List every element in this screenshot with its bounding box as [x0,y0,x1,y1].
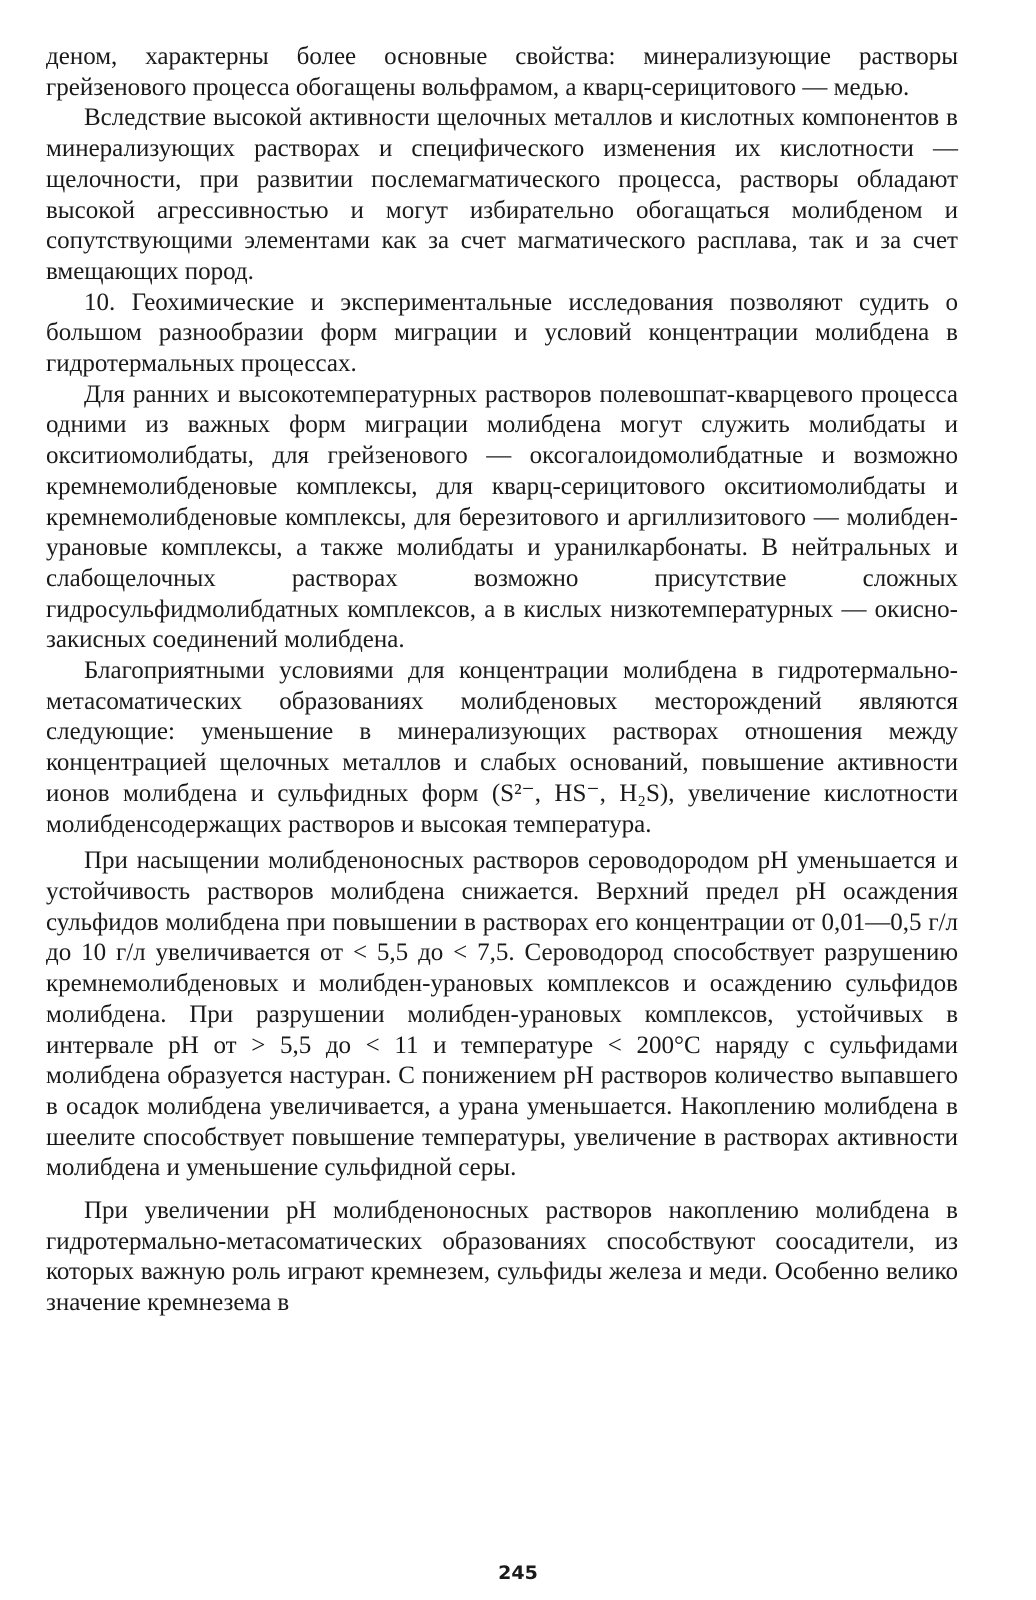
paragraph-alkali-activity: Вследствие высокой активности щелочных металлов и кислотных компонентов в минерализующих растворах и специфического изменения их кислотности — щелочности, при развитии послемагматического процесса, растворы обладают высокой агрессивностью и могут избирательно обогащаться молибденом и сопутствующими элементами как за счет магматического расплава, так и за счет вмещающих пород. [46,104,958,285]
page-number: 245 [498,1562,538,1584]
paragraph-continuation: деном, характерны более основные свойства: минерализующие растворы грейзенового процесса обогащены вольфрамом, а кварц-серицитового — медью. [46,43,958,101]
page-body [46,42,958,1319]
paragraph-coprecipitants: При увеличении pH молибденоносных растворов накоплению молибдена в гидротермально-метасоматических образованиях способствуют соосадители, из которых важную роль играют кремнезем, сульфиды железа и меди. Особенно велико значение кремнезема в [46,1197,958,1317]
paragraph-migration-forms: Для ранних и высокотемпературных растворов полевошпат-кварцевого процесса одними из важных форм миграции молибдена могут служить молибдаты и окситиомолибдаты, для грейзенового — оксогалоидомолибдатные и возможно кремнемолибденовые комплексы, для кварц-серицитового окситиомолибдаты и кремнемолибденовые комплексы, для березитового и аргиллизитового — молибден-урановые комплексы, а также молибдаты и уранилкарбонаты. В нейтральных и слабощелочных растворах возможно присутствие сложных гидросульфидмолибдатных комплексов, а в кислых низкотемпературных — окисно-закисных соединений молибдена. [46,380,958,654]
paragraph-favorable-conditions: Благоприятными условиями для концентрации молибдена в гидротермально-метасоматических образованиях молибденовых месторождений являются следующие: уменьшение в минерализующих растворах отношения между концентрацией щелочных металлов и слабых оснований, повышение активности ионов молибдена и сульфидных форм (S²⁻, HS⁻, H₂S), увеличение кислотности молибденсодержащих растворов и высокая температура. [46,657,958,838]
paragraph-hydrogen-sulfide: При насыщении молибденоносных растворов сероводородом pH уменьшается и устойчивость растворов молибдена снижается. Верхний предел pH осаждения сульфидов молибдена при повышении в растворах его концентрации от 0,01—0,5 г/л до 10 г/л увеличивается от < 5,5 до < 7,5. Сероводород способствует разрушению кремнемолибденовых и молибден-урановых комплексов и осаждению сульфидов молибдена. При разрушении молибден-урановых комплексов, устойчивых в интервале pH от > 5,5 до < 11 и температуре < 200°С наряду с сульфидами молибдена образуется настуран. С понижением pH растворов количество выпавшего в осадок молибдена увеличивается, а урана уменьшается. Накоплению молибдена в шеелите способствует повышение температуры, увеличение в растворах активности молибдена и уменьшение сульфидной серы. [46,847,958,1182]
paragraph-point-10: 10. Геохимические и экспериментальные исследования позволяют судить о большом разнообразии форм миграции и условий концентрации молибдена в гидротермальных процессах. [46,288,958,378]
